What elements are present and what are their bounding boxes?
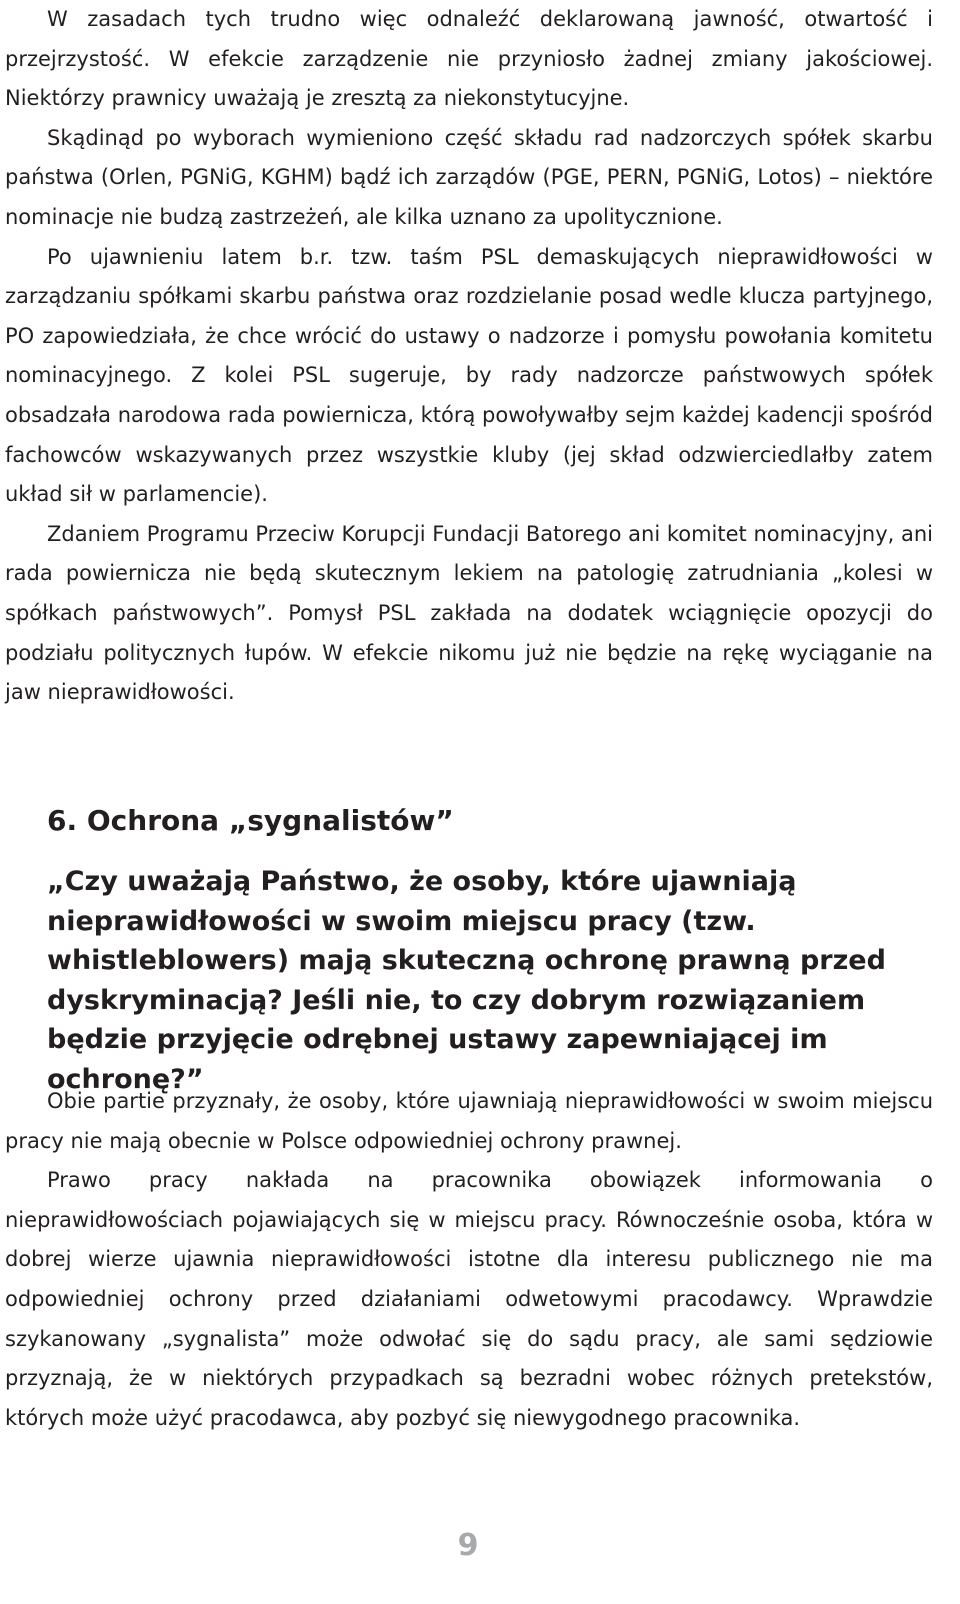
paragraph-batory-foundation: Zdaniem Programu Przeciw Korupcji Fundacji Batorego ani komitet nominacyjny, ani rada powiernicza nie będą skutecznym lekiem na patologię zatrudniania „kolesi w spółkach państwowych”. Pomysł PSL zakłada na dodatek wciągnięcie opozycji do podziału politycznych łupów. W efekcie nikomu już nie będzie na rękę wyciąganie na jaw nieprawidłowości. bbox=[5, 521, 933, 705]
page-number: 9 bbox=[457, 1528, 479, 1563]
top-text-block bbox=[5, 0, 933, 713]
paragraph-parties-agree: Obie partie przyznały, że osoby, które ujawniają nieprawidłowości w swoim miejscu pracy nie mają obecnie w Polsce odpowiedniej ochrony prawnej. bbox=[5, 1089, 933, 1153]
paragraph-labour-law: Prawo pracy nakłada na pracownika obowiązek informowania o nieprawidłowościach pojawiających się w miejscu pracy. Równocześnie osoba, która w dobrej wierze ujawnia nieprawidłowości istotne dla interesu publicznego nie ma odpowiedniej ochrony przed działaniami odwetowymi pracodawcy. Wprawdzie szykanowany „sygnalista” może odwołać się do sądu pracy, ale sami sędziowie przyznają, że w niektórych przypadkach są bezradni wobec różnych pretekstów, których może użyć pracodawca, aby pozbyć się niewygodnego pracownika. bbox=[5, 1168, 933, 1430]
paragraph-transparency: W zasadach tych trudno więc odnaleźć deklarowaną jawność, otwartość i przejrzystość. W efekcie zarządzenie nie przyniosło żadnej zmiany jakościowej. Niektórzy prawnicy uważają je zresztą za niekonstytucyjne. bbox=[5, 7, 933, 111]
paragraph-psl-tapes: Po ujawnieniu latem b.r. tzw. taśm PSL demaskujących nieprawidłowości w zarządzaniu spółkami skarbu państwa oraz rozdzielanie posad wedle klucza partyjnego, PO zapowiedziała, że chce wrócić do ustawy o nadzorze i pomysłu powołania komitetu nominacyjnego. Z kolei PSL sugeruje, by rady nadzorcze państwowych spółek obsadzała narodowa rada powiernicza, którą powoływałby sejm każdej kadencji spośród fachowców wskazywanych przez wszystkie kluby (jej skład odzwierciedlałby zatem układ sił w parlamencie). bbox=[5, 244, 933, 507]
survey-question: „Czy uważają Państwo, że osoby, które ujawniają nieprawidłowości w swoim miejscu pracy (tzw. whistleblowers) mają skuteczną ochronę prawną przed dyskryminacją? Jeśli nie, to czy dobrym rozwiązaniem będzie przyjęcie odrębnej ustawy zapewniającej im ochronę?” bbox=[47, 866, 886, 1095]
paragraph-supervisory-boards: Skądinąd po wyborach wymieniono część składu rad nadzorczych spółek skarbu państwa (Orlen, PGNiG, KGHM) bądź ich zarządów (PGE, PERN, PGNiG, Lotos) – niektóre nominacje nie budzą zastrzeżeń, ale kilka uznano za upolitycznione. bbox=[5, 125, 933, 229]
section-heading: 6. Ochrona „sygnalistów” bbox=[47, 804, 454, 837]
bottom-text-block bbox=[5, 1082, 933, 1438]
